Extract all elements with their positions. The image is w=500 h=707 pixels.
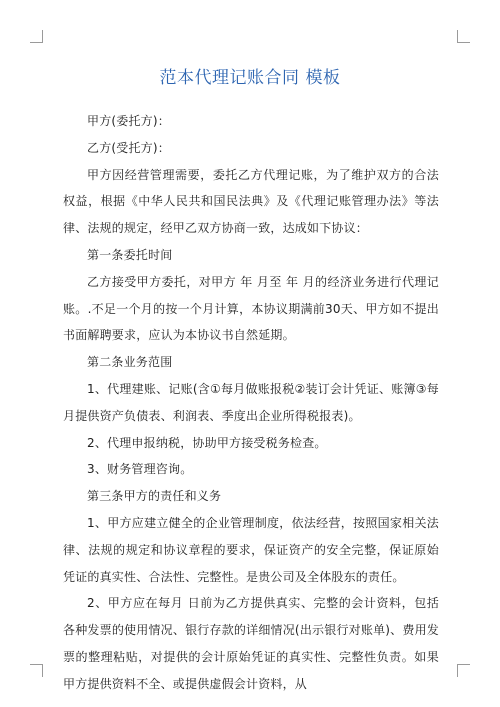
article-3-item-2: 2、甲方应在每月 日前为乙方提供真实、完整的会计资料，包括各种发票的使用情况、银行存款的详细情况(出示银行对账单)、费用发票的整理粘贴，对提供的会计原始凭证的真实性、完整性负责。如果甲方提供资料不全、或提供虚假会计资料，从 (63, 596, 439, 691)
page-corner-mark-bottom-left (30, 664, 43, 677)
preamble-paragraph: 甲方因经营管理需要，委托乙方代理记账，为了维护双方的合法权益，根据《中华人民共和国民法典》及《代理记账管理办法》等法律、法规的规定，经甲乙双方协商一致，达成如下协议： (63, 167, 439, 236)
article-2-item-2: 2、代理申报纳税，协助甲方接受税务检查。 (87, 435, 327, 450)
article-1-paragraph: 乙方接受甲方委托，对甲方 年 月至 年 月的经济业务进行代理记账。.不足一个月的按一个月计算，本协议期满前30天、甲方如不提出书面解聘要求，应认为本协议书自然延期。 (63, 274, 439, 343)
document-title: 范本代理记账合同 模板 (159, 68, 341, 88)
page-corner-mark-top-right (457, 30, 470, 43)
article-2-heading: 第二条业务范围 (87, 355, 173, 370)
document-body (63, 108, 439, 698)
page-corner-mark-top-left (30, 30, 43, 43)
party-b-line: 乙方(受托方)： (87, 140, 170, 155)
party-a-line: 甲方(委托方)： (87, 114, 170, 128)
article-2-item-3: 3、财务管理咨询。 (87, 462, 193, 477)
article-3-item-1: 1、甲方应建立健全的企业管理制度，依法经营，按照国家相关法律、法规的规定和协议章程的要求，保证资产的安全完整，保证原始凭证的真实性、合法性、完整性。是贵公司及全体股东的责任。 (63, 515, 439, 584)
article-1-heading: 第一条委托时间 (87, 247, 173, 262)
page-corner-mark-bottom-right (457, 664, 470, 677)
article-2-item-1: 1、代理建账、记账(含①每月做账报税②装订会计凭证、账簿③每月提供资产负债表、利润表、季度出企业所得税报表)。 (63, 381, 439, 423)
article-3-heading: 第三条甲方的责任和义务 (87, 489, 222, 504)
